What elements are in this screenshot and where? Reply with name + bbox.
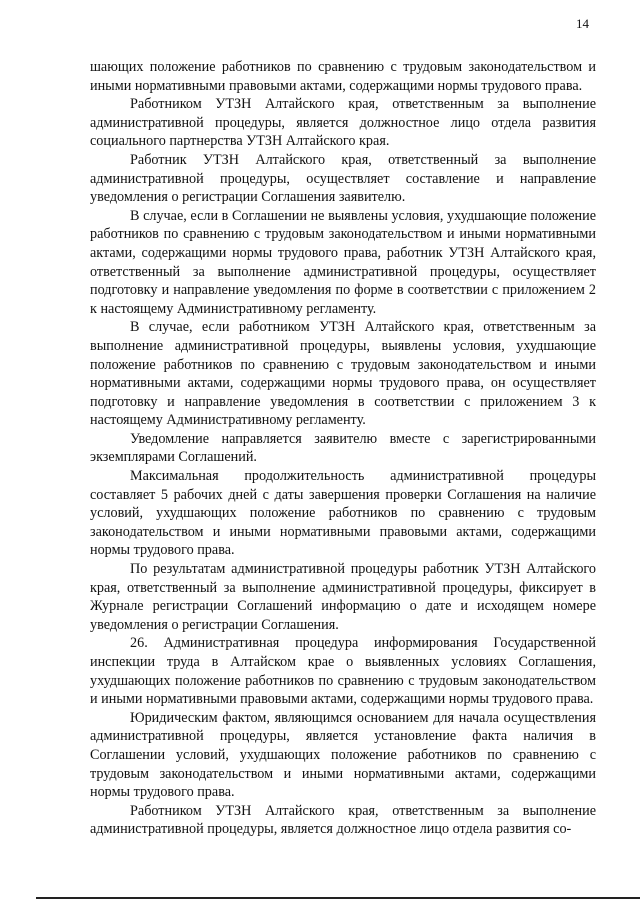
- document-body: [90, 58, 596, 839]
- paragraph-7: Максимальная продолжительность административной процедуры составляет 5 рабочих дней с даты завершения проверки Соглашения на наличие условий, ухудшающих положение работников по сравнению с трудовым законодательством и иными нормативными правовыми актами, содержащими нормы трудового права.: [90, 468, 596, 559]
- paragraph-2: Работником УТЗН Алтайского края, ответственным за выполнение административной процедуры, является должностное лицо отдела развития социального партнерства УТЗН Алтайского края.: [90, 96, 596, 150]
- paragraph-4: В случае, если в Соглашении не выявлены условия, ухудшающие положение работников по сравнению с трудовым законодательством и иными нормативными актами, содержащими нормы трудового права, работник УТЗН Алтайского края, ответственный за выполнение административной процедуры, осуществляет подготовку и направление уведомления по форме в соответствии с приложением 2 к настоящему Административному регламенту.: [90, 207, 596, 317]
- paragraph-9: 26. Административная процедура информирования Государственной инспекции труда в Алтайском крае о выявленных условиях Соглашения, ухудшающих положение работников по сравнению с трудовым законодательством и иными нормативными правовыми актами, содержащими нормы трудового права.: [90, 635, 596, 708]
- paragraph-10: Юридическим фактом, являющимся основанием для начала осуществления административной процедуры, является установление факта наличия в Соглашении условий, ухудшающих положение работников по сравнению с трудовым законодательством и иными нормативными актами, содержащими нормы трудового права.: [90, 709, 596, 801]
- page-number: 14: [576, 16, 589, 31]
- paragraph-8: По результатам административной процедуры работник УТЗН Алтайского края, ответственный за выполнение административной процедуры, фиксирует в Журнале регистрации Соглашений информацию о дате и исходящем номере уведомления о регистрации Соглашения.: [90, 561, 596, 633]
- paragraph-3: Работник УТЗН Алтайского края, ответственный за выполнение административной процедуры, осуществляет составление и направление уведомления о регистрации Соглашения заявителю.: [90, 151, 596, 206]
- paragraph-5: В случае, если работником УТЗН Алтайского края, ответственным за выполнение административной процедуры, выявлены условия, ухудшающие положение работников по сравнению с трудовым законодательством и иными нормативными актами, содержащими нормы трудового права, он осуществляет подготовку и направление уведомления в соответствии с приложением 3 к настоящему Административному регламенту.: [90, 319, 596, 429]
- paragraph-1: шающих положение работников по сравнению с трудовым законодательством и иными нормативными правовыми актами, содержащими нормы трудового права.: [90, 59, 596, 94]
- page-bottom-edge: [36, 897, 640, 899]
- paragraph-11: Работником УТЗН Алтайского края, ответственным за выполнение административной процедуры, является должностное лицо отдела развития со-: [90, 802, 596, 838]
- paragraph-6: Уведомление направляется заявителю вместе с зарегистрированными экземплярами Соглашений.: [90, 430, 596, 466]
